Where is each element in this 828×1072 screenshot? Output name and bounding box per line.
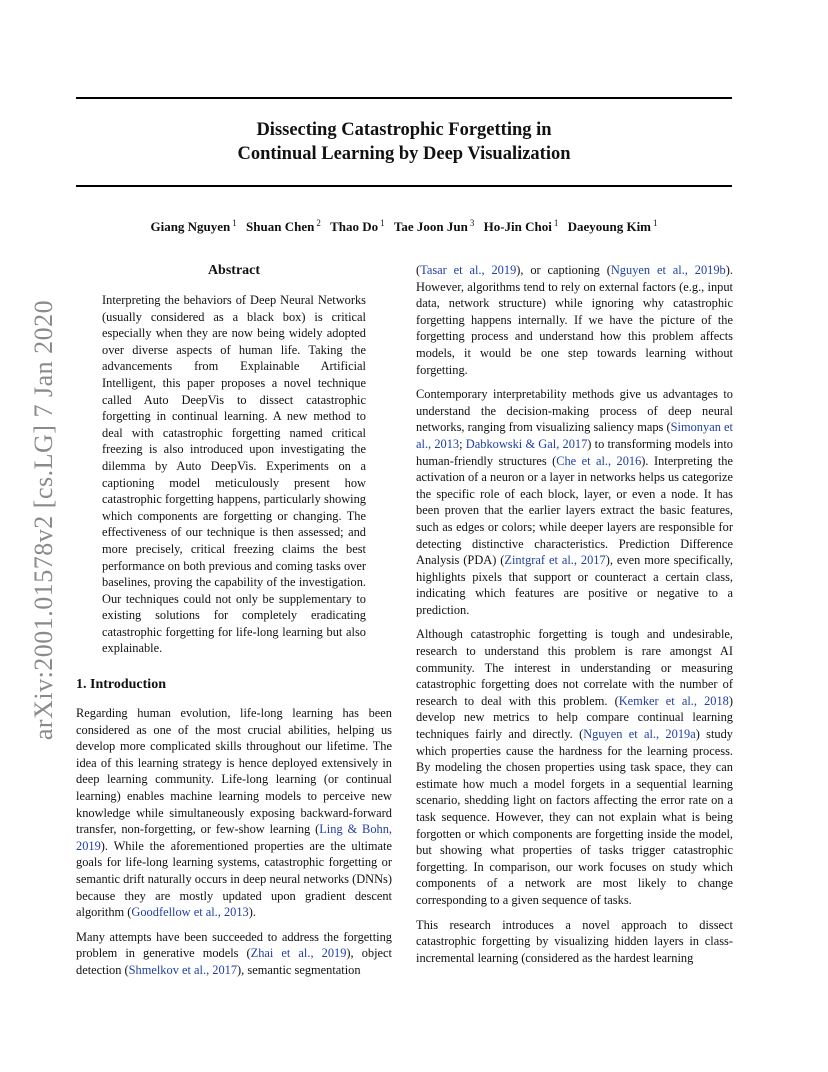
author: Shuan Chen $^2$ (246, 218, 321, 235)
citation-link[interactable]: Nguyen et al., 2019a (583, 727, 696, 742)
abstract-section (102, 262, 366, 657)
citation-link[interactable]: Nguyen et al., 2019b (610, 263, 726, 277)
paragraph: Regarding human evolution, life-long learning has been considered as one of the most crucial abilities, helping us develop more complicated skills throughout our lifetime. The idea of this learning strategy is hence deployed extensively in deep learning community. Life-long learning (or continual learning) enables machine learning models to perceive new knowledge while simultaneously exposing backward-forward transfer, non-forgetting, or few-show learning (Ling & Bohn, 2019). While the aforementioned properties are the ultimate goals for life-long learning systems, catastrophic forgetting or semantic drift naturally occurs in deep neural networks (DNNs) because they are mostly updated upon gradient descent algorithm (Goodfellow et al., 2013). (76, 706, 392, 920)
top-rule (76, 97, 732, 99)
citation-link[interactable]: Goodfellow et al., 2013 (131, 905, 249, 920)
citation-link[interactable]: Ling & Bohn, 2019 (76, 822, 392, 853)
citation-link[interactable]: Simonyan et al., 2013 (416, 420, 733, 451)
paper-title (76, 118, 732, 166)
citation-link[interactable]: Dabkowski & Gal, 2017 (465, 436, 588, 451)
author-list (76, 214, 732, 236)
paragraph: Many attempts have been succeeded to address the forgetting problem in generative models (Zhai et al., 2019), object detection (Shmelkov et al., 2017), semantic segmentation (76, 929, 392, 977)
author: Tae Joon Jun $^3$ (393, 218, 475, 235)
author: Daeyoung Kim $^1$ (567, 218, 658, 235)
bottom-rule (76, 185, 732, 187)
citation-link[interactable]: Shmelkov et al., 2017 (128, 962, 238, 977)
citation-link[interactable]: Zintgraf et al., 2017 (504, 553, 606, 568)
introduction-section (76, 676, 392, 979)
paragraph: Contemporary interpretability methods give us advantages to understand the decision-making process of deep neural networks, ranging from visualizing saliency maps (Simonyan et al., 2013; Dabkowski & Gal, 2017) to transforming models into human-friendly structures (Che et al., 2016). Interpreting the activation of a neuron or a layer in networks helps us categorize the specific role of each block, layer, or even a node. It has been proven that the earlier layers extract the basic features, such as edges or colors; while deeper layers are responsible for detecting distinctive characteristics. Prediction Difference Analysis (PDA) (Zintgraf et al., 2017), even more specifically, highlights pixels that support or counteract a certain class, indicating which features are positive or negative to a prediction. (416, 387, 733, 617)
abstract-heading: Abstract (207, 263, 261, 278)
citation-link[interactable]: Tasar et al., 2019 (420, 263, 517, 277)
citation-link[interactable]: Kemker et al., 2018 (618, 693, 729, 708)
citation-link[interactable]: Zhai et al., 2019 (250, 946, 347, 961)
title-line-2: Continual Learning by Deep Visualization (237, 144, 571, 164)
arxiv-stamp: arXiv:2001.01578v2 [cs.LG] 7 Jan 2020 (29, 299, 58, 741)
paragraph: This research introduces a novel approach to dissect catastrophic forgetting by visualizing hidden layers in class-incremental learning (considered as the hardest learning (416, 917, 733, 965)
abstract-text: Interpreting the behaviors of Deep Neural Networks (usually considered as a black box) is critical especially when they are now being widely adopted over diverse aspects of human life. Taking the advancements from Explainable Artificial Intelligent, this paper proposes a novel technique called Auto DeepVis to dissect catastrophic forgetting in continual learning. A new method to deal with catastrophic forgetting named critical freezing is also introduced upon investigating the dilemma by Auto DeepVis. Experiments on a captioning model meticulously present how catastrophic forgetting happens, particularly showing which components are forgetting or changing. The effectiveness of our technique is then assessed; and more precisely, critical freezing claims the best performance on both previous and coming tasks over baselines, proving the capability of the investigation. Our techniques could not only be supplementary to existing solutions for completely eradicating catastrophic forgetting for life-long learning but also explainable. (102, 293, 366, 656)
section-heading: 1. Introduction (76, 677, 166, 692)
author: Thao Do $^1$ (330, 218, 385, 235)
paragraph: Although catastrophic forgetting is tough and undesirable, research to understand this problem is rare amongst AI community. The interest in understanding or measuring catastrophic forgetting does not correlate with the number of research to deal with this problem. (Kemker et al., 2018) develop new metrics to help compare continual learning techniques fairly and directly. (Nguyen et al., 2019a) study which properties cause the hardness for the learning process. By modeling the chosen properties using task space, they can estimate how much a model forgets in a sequential learning scenario, shedding light on factors affecting the error rate on a task sequence. However, they can not explain what is being forgotten or which components are forgetting inside the model, but showing what properties of tasks trigger catastrophic forgetting. In comparison, our work focuses on study which components of a network are most likely to change corresponding to a given sequence of tasks. (416, 627, 734, 907)
author: Ho-Jin Choi $^1$ (483, 218, 559, 235)
paragraph: (Tasar et al., 2019), or captioning (Nguyen et al., 2019b). However, algorithms tend to rely on external factors (e.g., input data, network structure) while ignoring why catastrophic forgetting happens internally. If we have the picture of the forgetting process and understand how this problem affects models, it would be one step towards learning without forgetting. (416, 263, 733, 377)
title-line-1: Dissecting Catastrophic Forgetting in (256, 120, 552, 140)
citation-link[interactable]: Che et al., 2016 (556, 453, 642, 468)
author: Giang Nguyen $^1$ (150, 218, 237, 235)
right-column (416, 262, 733, 966)
